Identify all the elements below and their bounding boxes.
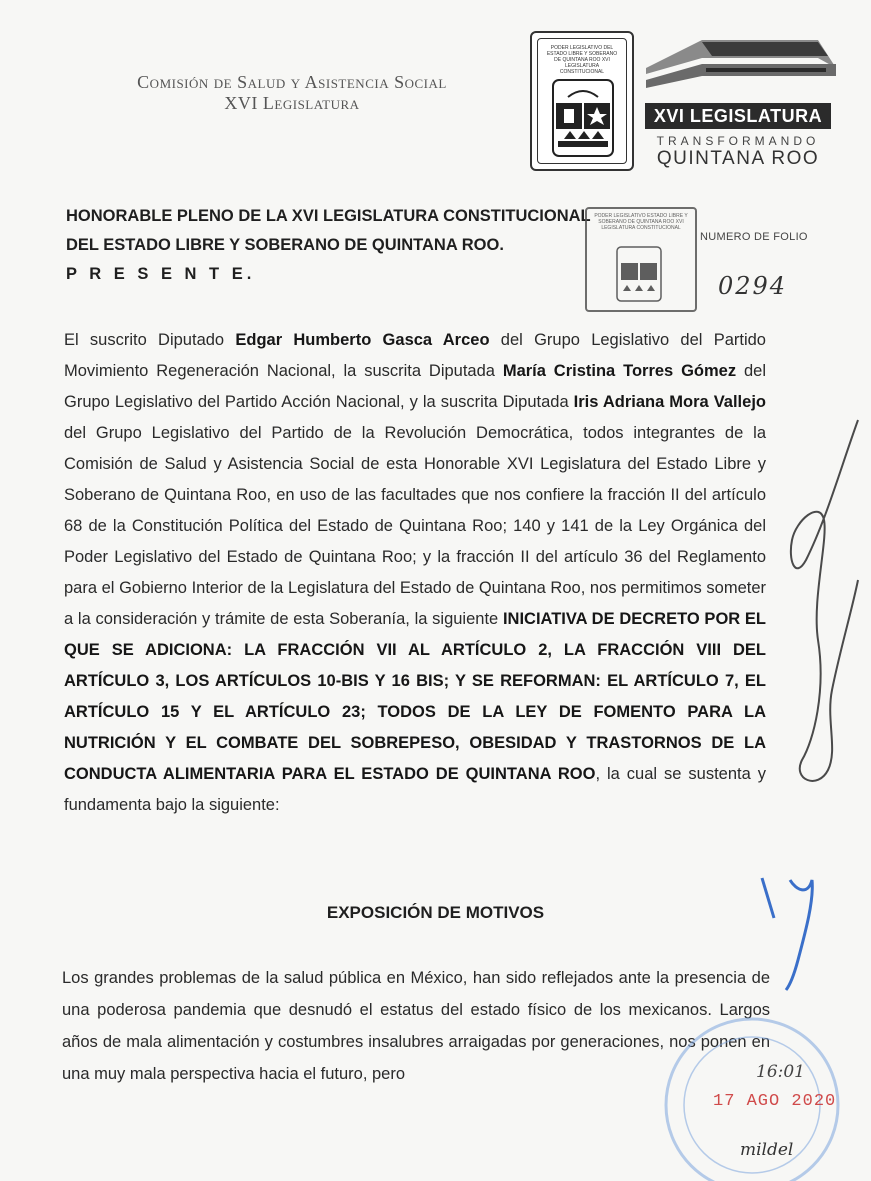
deputy-name-3: Iris Adriana Mora Vallejo [573,393,766,411]
commission-header [92,72,492,114]
folio-stamp-caption: PODER LEGISLATIVO ESTADO LIBRE Y SOBERANO DE QUINTANA ROO XVI LEGISLATURA CONSTITUCIONAL [594,213,688,231]
folio-seal-icon [615,245,663,303]
seal-caption: PODER LEGISLATIVO DEL ESTADO LIBRE Y SOBERANO DE QUINTANA ROO XVI LEGISLATURA CONSTITUCIONAL [546,45,618,75]
coat-of-arms-icon [552,79,614,157]
initiative-title: INICIATIVA DE DECRETO POR EL QUE SE ADICIONA: LA FRACCIÓN VII AL ARTÍCULO 2, LA FRACCIÓN VIII DEL ARTÍCULO 3, LOS ARTÍCULOS 10-BIS Y 16 BIS; Y SE REFORMAN: EL ARTÍCULO 7, EL ARTÍCULO 15 Y EL ARTÍCULO 23; TODOS DE LA LEY DE FOMENTO PARA LA NUTRICIÓN Y EL COMBATE DEL SOBREPESO, OBESIDAD Y TRASTORNOS DE LA CONDUCTA ALIMENTARIA PARA EL ESTADO DE QUINTANA ROO [64,610,766,783]
addressee-present: P R E S E N T E. [66,265,256,283]
body-text-1: El suscrito Diputado [64,331,236,349]
folio-label: NUMERO DE FOLIO [700,231,808,243]
addressee-line-1: HONORABLE PLENO DE LA XVI LEGISLATURA CONSTITUCIONAL [66,207,591,225]
body-text-5: , la cual se sustenta y fundamenta bajo la siguiente: [64,765,767,814]
deputy-name-2: María Cristina Torres Gómez [502,362,737,380]
received-date: 17 AGO 2020 [713,1092,837,1111]
deputy-name-1: Edgar Humberto Gasca Arceo [235,331,490,349]
body-text-2: del Grupo Legislativo del Partido Movimiento Regeneración Nacional, la suscrita Diputada [64,331,766,380]
state-seal-logo [530,31,634,171]
received-initials: mildel [740,1140,794,1160]
addressee-block [66,202,666,289]
body-text-3: del Grupo Legislativo del Partido Acción Nacional, y la suscrita Diputada [64,362,766,411]
legislature-name: XVI Legislatura [224,93,360,113]
signature-stroke [791,420,858,781]
folio-stamp [585,207,697,312]
legislature-banner: XVI LEGISLATURA [645,103,831,129]
legislature-state: QUINTANA ROO [656,148,820,169]
legislature-building-icon [642,28,840,104]
received-time: 16:01 [756,1062,805,1082]
body-paragraph [64,325,766,821]
section-title: EXPOSICIÓN DE MOTIVOS [326,903,545,922]
folio-number: 0294 [718,272,788,300]
addressee-line-2: DEL ESTADO LIBRE Y SOBERANO DE QUINTANA ROO. [66,236,504,254]
body-text-4: del Grupo Legislativo del Partido de la Revolución Democrática, todos integrantes de la Comisión de Salud y Asistencia Social de esta Honorable XVI Legislatura del Estado Libre y Soberano de Quintana Roo, en uso de las facultades que nos confiere la fracción II del artículo 68 de la Constitución Política del Estado de Quintana Roo; 140 y 141 de la Ley Orgánica del Poder Legislativo del Estado de Quintana Roo; y la fracción II del artículo 36 del Reglamento para el Gobierno Interior de la Legislatura del Estado de Quintana Roo, nos permitimos someter a la consideración y trámite de esta Soberanía, la siguiente [64,424,766,628]
legislature-tagline: TRANSFORMANDO [656,134,820,148]
intro-paragraph: Los grandes problemas de la salud pública en México, han sido reflejados ante la presencia de una poderosa pandemia que desnudó el estatus del estado físico de los mexicanos. Largos años de mala alimentación y costumbres insalubres arraigadas por generaciones, nos ponen en una muy mala perspectiva hacia el futuro, pero [62,969,770,1083]
commission-name: Comisión de Salud y Asistencia Social [137,72,447,92]
